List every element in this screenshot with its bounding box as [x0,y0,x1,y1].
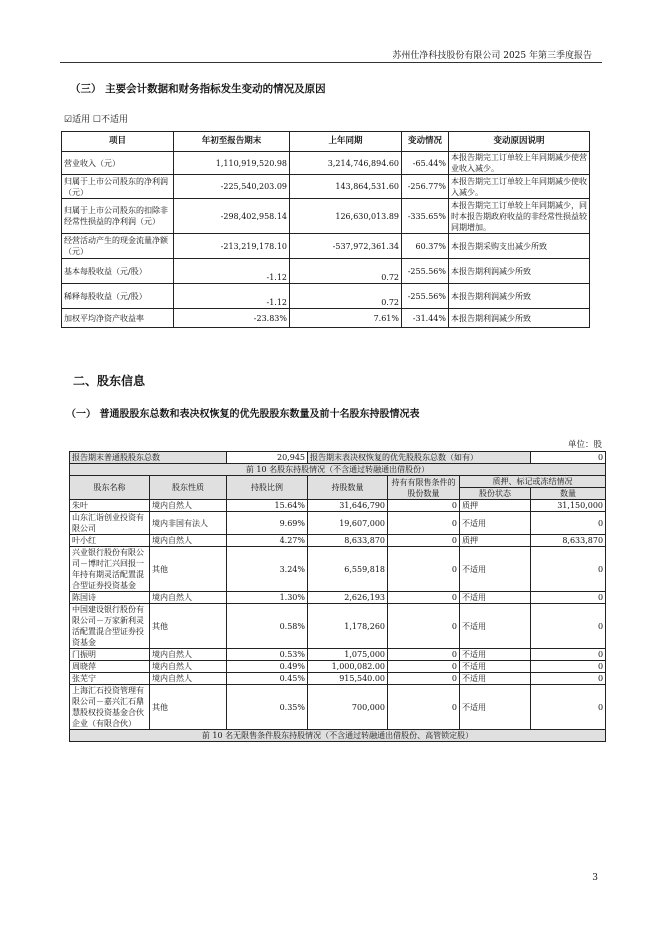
column-header: 项目 [62,132,174,152]
holder-nature: 境内自然人 [150,661,227,673]
change-cell: -31.44% [402,309,449,328]
holder-pledged: 0 [531,604,606,649]
holder-nature: 境内自然人 [150,592,227,604]
holder-qty: 1,178,260 [308,604,388,649]
col-restricted: 持有有限售条件的股份数量 [388,476,460,500]
table-row [70,649,606,661]
item-cell: 稀释每股收益（元/股） [62,284,174,309]
reason-cell: 本报告期利润减少所致 [449,259,590,284]
column-header: 上年同期 [290,132,402,152]
report-header: 苏州仕净科技股份有限公司 2025 年第三季度报告 [392,51,592,61]
table-row [70,535,606,547]
table-header-row [62,132,590,152]
holder-qty: 6,559,818 [308,547,388,592]
holder-pledged: 0 [531,649,606,661]
table-row [62,284,590,309]
holder-restricted: 0 [388,500,460,512]
shareholders-table [69,451,606,742]
holder-ratio: 9.69% [227,512,308,535]
holder-status: 不适用 [460,673,531,685]
holder-pledged: 0 [531,547,606,592]
ytd-cell: 1,110,919,520.98 [174,152,290,175]
totals-row [70,452,606,464]
holder-restricted: 0 [388,685,460,730]
col-name: 股东名称 [70,476,150,500]
table-row [70,512,606,535]
table-row [70,592,606,604]
header-rule [60,62,602,63]
column-header: 年初至报告期末 [174,132,290,152]
col-qty: 持股数量 [308,476,388,500]
holder-restricted: 0 [388,592,460,604]
section-2-title: 二、股东信息 [73,374,146,388]
prior-cell: 0.72 [290,259,402,284]
section-3-title: （三） 主要会计数据和财务指标发生变动的情况及原因 [70,83,326,95]
holder-nature: 境内自然人 [150,673,227,685]
holder-status: 不适用 [460,685,531,730]
unrestricted-title: 前 10 名无限售条件股东持股情况（不含通过转融通出借股份、高管锁定股） [70,730,606,742]
change-cell: -256.77% [402,175,449,199]
item-cell: 归属于上市公司股东的净利润（元） [62,175,174,199]
holder-name: 陈国诗 [70,592,150,604]
table-row [62,152,590,175]
holder-name: 叶小红 [70,535,150,547]
unit-label: 单位：股 [567,440,602,450]
holder-qty: 1,000,082.00 [308,661,388,673]
holder-qty: 19,607,000 [308,512,388,535]
change-cell: -255.56% [402,259,449,284]
section-2-1-title: （一） 普通股股东总数和表决权恢复的优先股股东数量及前十名股东持股情况表 [66,409,420,420]
holder-ratio: 15.64% [227,500,308,512]
top10-title-row [70,464,606,476]
holder-pledged: 0 [531,685,606,730]
change-cell: -335.65% [402,199,449,234]
item-cell: 基本每股收益（元/股） [62,259,174,284]
holder-ratio: 3.24% [227,547,308,592]
ytd-cell: -225,540,203.09 [174,175,290,199]
column-header: 变动原因说明 [449,132,590,152]
holder-ratio: 0.53% [227,649,308,661]
ytd-cell: -1.12 [174,259,290,284]
table-row [70,547,606,592]
item-cell: 经营活动产生的现金流量净额（元） [62,234,174,259]
ytd-cell: -213,219,178.10 [174,234,290,259]
table-row [70,500,606,512]
holder-status: 不适用 [460,547,531,592]
total-holders-label: 报告期末普通股股东总数 [70,452,227,464]
header-row [70,476,606,488]
item-cell: 加权平均净资产收益率 [62,309,174,328]
holder-restricted: 0 [388,649,460,661]
reason-cell: 本报告期完工订单较上年同期减少使收入减少。 [449,175,590,199]
holder-ratio: 1.30% [227,592,308,604]
item-cell: 归属于上市公司股东的扣除非经常性损益的净利润（元） [62,199,174,234]
holder-restricted: 0 [388,512,460,535]
table-row [62,175,590,199]
prior-cell: 126,630,013.89 [290,199,402,234]
financial-changes-table [61,131,590,328]
reason-cell: 本报告期完工订单较上年同期减少，同时本报告期政府收益的非经常性损益较同期增加。 [449,199,590,234]
total-holders-value: 20,945 [227,452,308,464]
ytd-cell: -23.83% [174,309,290,328]
holder-name: 上海汇石投资管理有限公司－嘉兴汇石鼎慧股权投资基金合伙企业（有限合伙） [70,685,150,730]
holder-pledged: 8,633,870 [531,535,606,547]
holder-name: 门振明 [70,649,150,661]
holder-ratio: 0.45% [227,673,308,685]
holder-nature: 境内自然人 [150,500,227,512]
holder-pledged: 0 [531,673,606,685]
holder-qty: 8,633,870 [308,535,388,547]
change-cell: -65.44% [402,152,449,175]
table-row [62,259,590,284]
holder-nature: 境内自然人 [150,649,227,661]
holder-pledged: 0 [531,512,606,535]
ytd-cell: -1.12 [174,284,290,309]
table-row [70,685,606,730]
holder-qty: 2,626,193 [308,592,388,604]
holder-status: 不适用 [460,649,531,661]
preferred-holders-value: 0 [531,452,606,464]
holder-restricted: 0 [388,547,460,592]
col-ratio: 持股比例 [227,476,308,500]
prior-cell: 3,214,746,894.60 [290,152,402,175]
holder-ratio: 0.35% [227,685,308,730]
holder-nature: 其他 [150,604,227,649]
table-row [70,673,606,685]
holder-restricted: 0 [388,535,460,547]
reason-cell: 本报告期完工订单较上年同期减少使营业收入减少。 [449,152,590,175]
top10-title: 前 10 名股东持股情况（不含通过转融通出借股份） [70,464,606,476]
change-cell: -255.56% [402,284,449,309]
holder-qty: 1,075,000 [308,649,388,661]
holder-nature: 其他 [150,685,227,730]
holder-nature: 境内非国有法人 [150,512,227,535]
column-header: 变动情况 [402,132,449,152]
table-row [62,309,590,328]
holder-name: 朱叶 [70,500,150,512]
reason-cell: 本报告期利润减少所致 [449,284,590,309]
prior-cell: 0.72 [290,284,402,309]
holder-status: 不适用 [460,512,531,535]
col-status: 股份状态 [460,488,531,500]
prior-cell: -537,972,361.34 [290,234,402,259]
holder-restricted: 0 [388,604,460,649]
col-pledge-qty: 数量 [531,488,606,500]
holder-name: 兴业银行股份有限公司－博时汇兴回报一年持有期灵活配置混合型证券投资基金 [70,547,150,592]
col-pledge: 质押、标记或冻结情况 [460,476,606,488]
reason-cell: 本报告期利润减少所致 [449,309,590,328]
table-row [70,661,606,673]
holder-status: 不适用 [460,592,531,604]
holder-status: 质押 [460,500,531,512]
holder-status: 不适用 [460,604,531,649]
holder-nature: 境内自然人 [150,535,227,547]
page-number: 3 [592,873,598,883]
holder-restricted: 0 [388,661,460,673]
holder-name: 中国建设银行股份有限公司－万家新利灵活配置混合型证券投资基金 [70,604,150,649]
holder-status: 质押 [460,535,531,547]
holder-qty: 31,646,790 [308,500,388,512]
holder-pledged: 0 [531,592,606,604]
holder-name: 山东汇诣创业投资有限公司 [70,512,150,535]
ytd-cell: -298,402,958.14 [174,199,290,234]
holder-status: 不适用 [460,661,531,673]
holder-ratio: 0.58% [227,604,308,649]
holder-name: 周晓萍 [70,661,150,673]
holder-qty: 915,540.00 [308,673,388,685]
reason-cell: 本报告期采购支出减少所致 [449,234,590,259]
table-row [70,604,606,649]
holder-pledged: 0 [531,661,606,673]
prior-cell: 143,864,531.60 [290,175,402,199]
holder-restricted: 0 [388,673,460,685]
holder-ratio: 4.27% [227,535,308,547]
prior-cell: 7.61% [290,309,402,328]
table-row [62,199,590,234]
holder-ratio: 0.49% [227,661,308,673]
item-cell: 营业收入（元） [62,152,174,175]
holder-name: 张芜宁 [70,673,150,685]
unrestricted-title-row [70,730,606,742]
preferred-holders-label: 报告期末表决权恢复的优先股股东总数（如有） [308,452,531,464]
table-row [62,234,590,259]
applicability-checkbox: ☑适用 ☐不适用 [64,115,128,125]
change-cell: 60.37% [402,234,449,259]
holder-pledged: 31,150,000 [531,500,606,512]
holder-qty: 700,000 [308,685,388,730]
col-nature: 股东性质 [150,476,227,500]
holder-nature: 其他 [150,547,227,592]
